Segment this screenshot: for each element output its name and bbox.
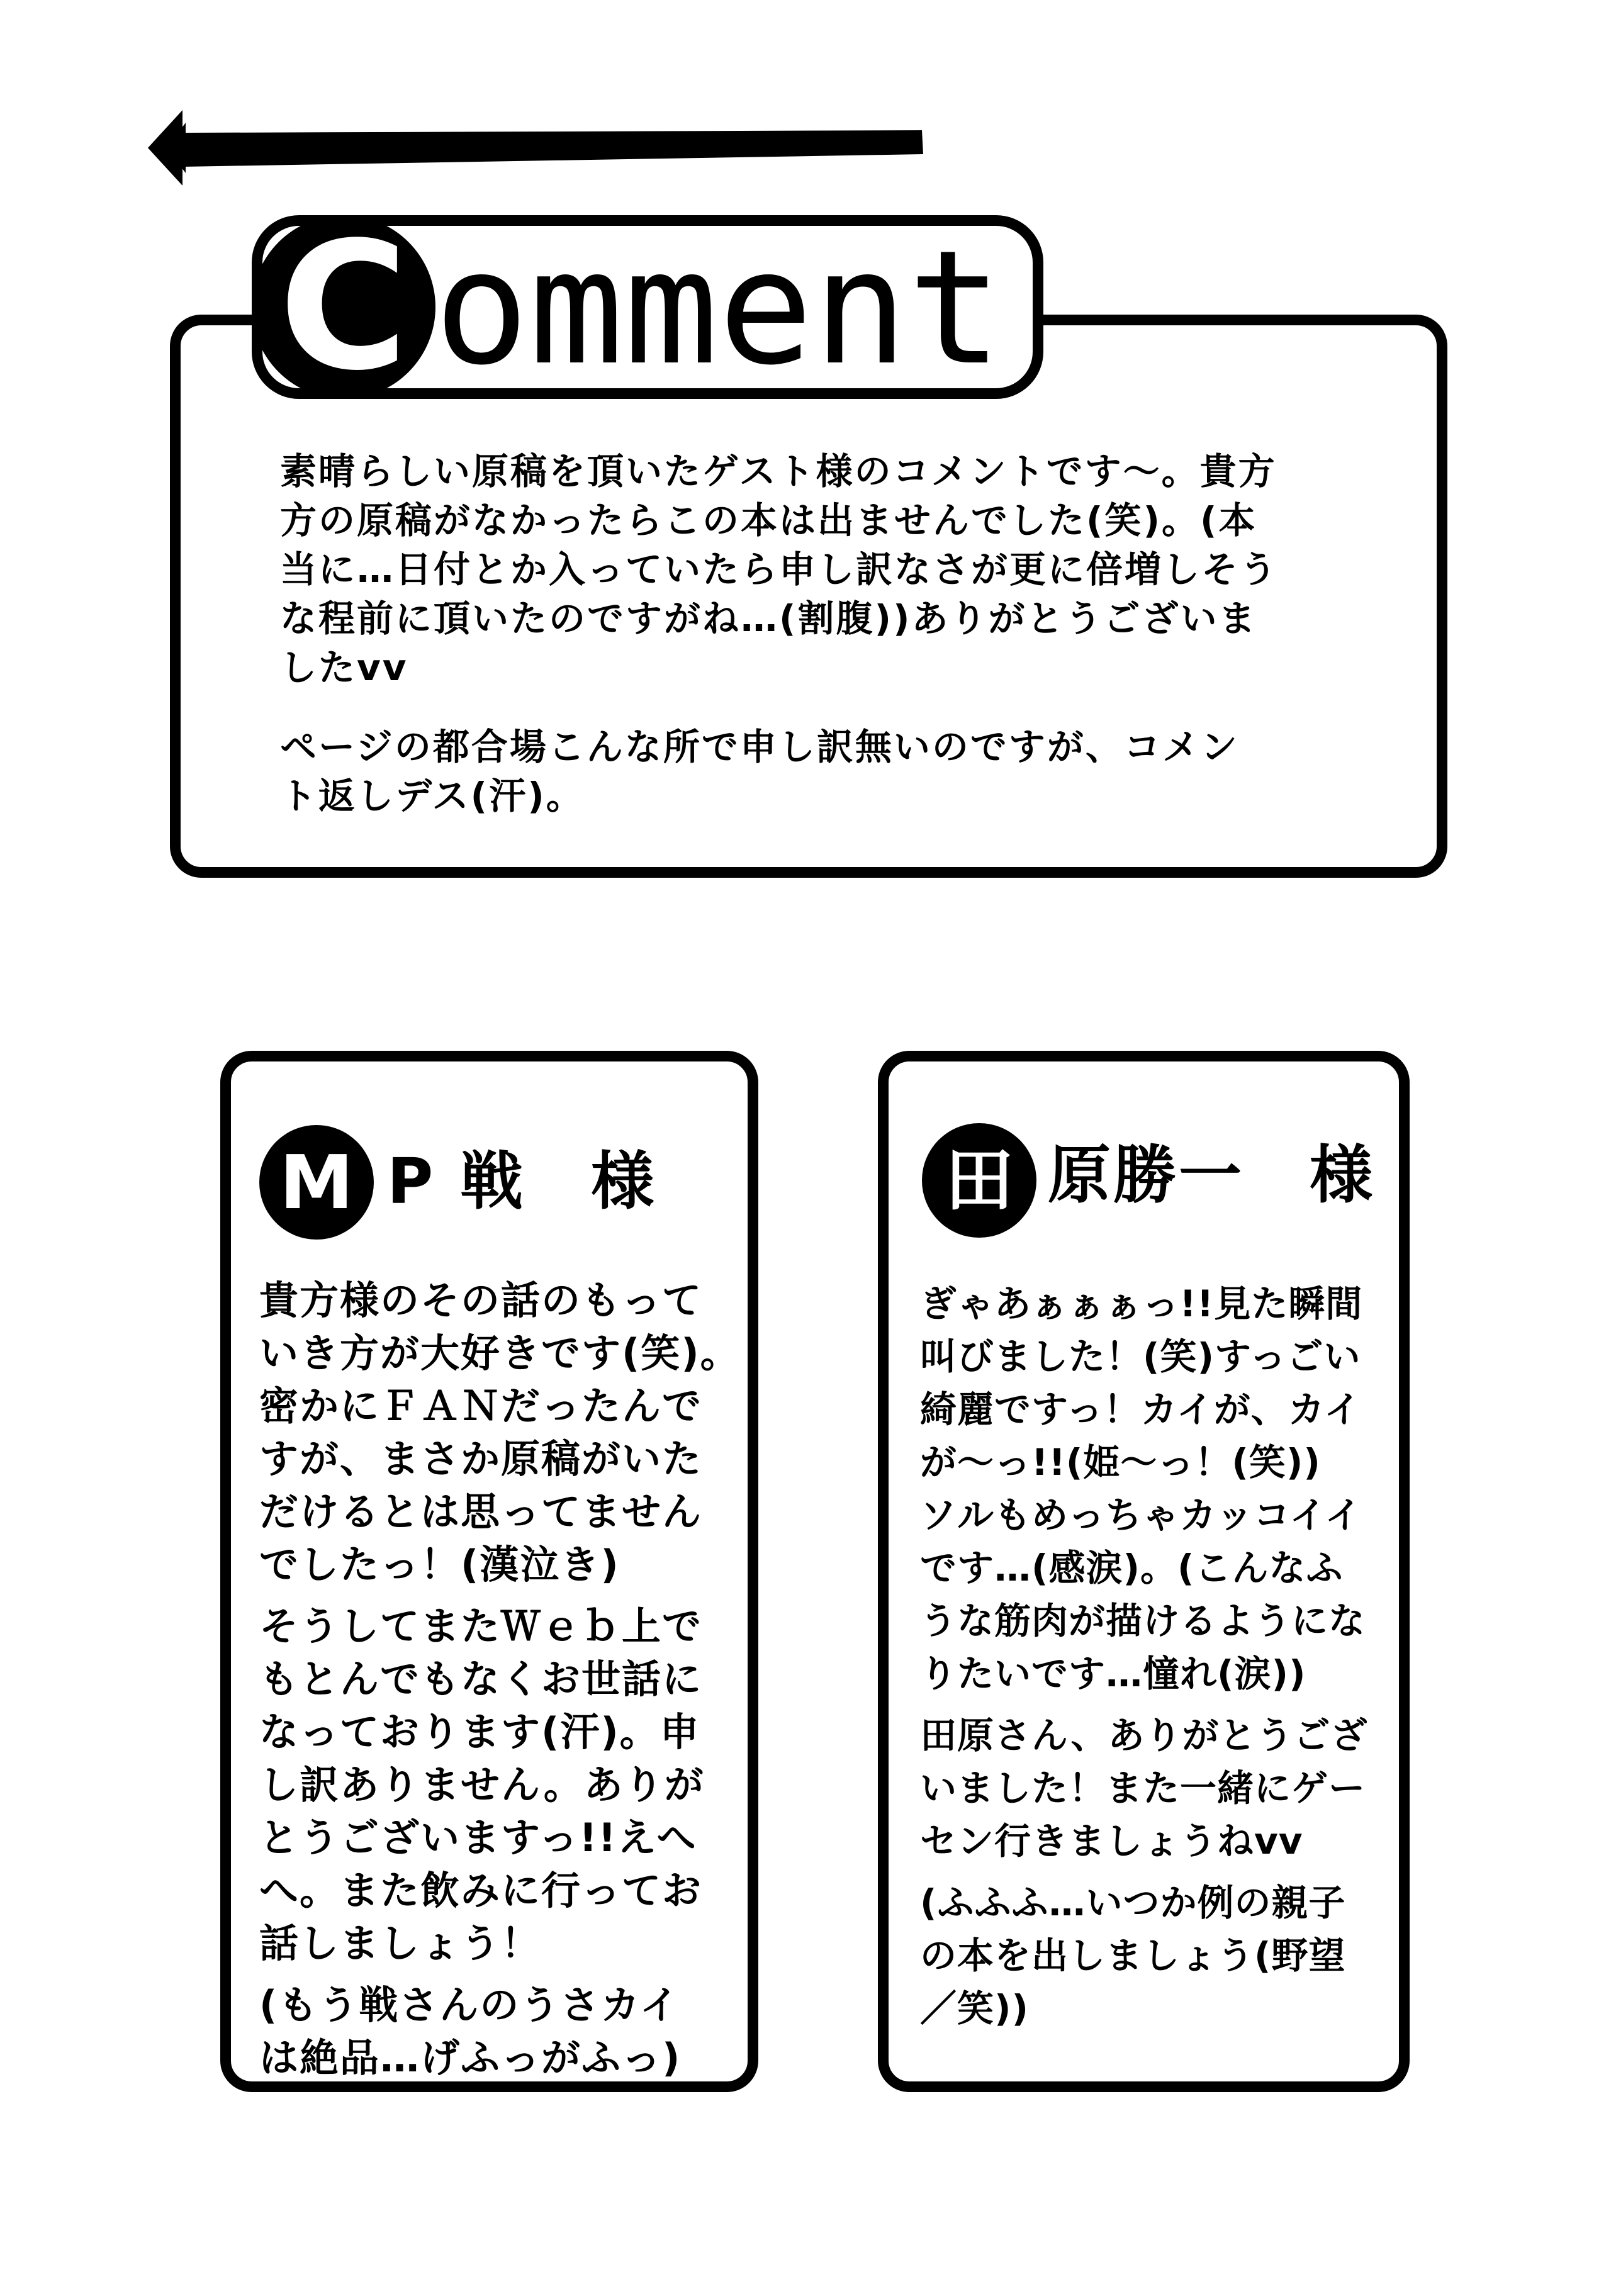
- message-paragraph: 田原さん、ありがとうござ いました！また一緒にゲー セン行きましょうねvv: [920, 1714, 1368, 1862]
- guest-initial-circle: M: [259, 1125, 374, 1240]
- guest-name: 原勝一 様: [1048, 1138, 1375, 1212]
- message-paragraph: ぎゃあぁぁぁっ!!見た瞬間 叫びました！(笑)すっごい 綺麗ですっ！カイが、カイ が〜っ!!(姫〜っ！(笑)) ソルもめっちゃカッコイイ です…(感涙)。(こんなふ うな筋肉が描けるようにな りたいです…憧れ(涙)): [920, 1282, 1366, 1695]
- page-title: omment: [434, 216, 1003, 400]
- guest-message: [259, 1274, 750, 2093]
- guest-initial-circle: 田: [922, 1123, 1036, 1238]
- intro-paragraph: ページの都合場こんな所で申し訳無いのですが、コメン ト返しデス(汗)。: [280, 725, 1239, 817]
- guest-name: P 戦 様: [387, 1145, 657, 1218]
- message-paragraph: そうしてまたＷｅｂ上で もとんでもなくお世話に なっております(汗)。申 し訳ありません。ありが とうございますっ!!えへ へ。また飲みに行ってお 話しましょう！: [259, 1603, 705, 1966]
- message-paragraph: (もう戦さんのうさカイ は絶品…げふっがふっ): [259, 1982, 682, 2081]
- message-paragraph: 貴方様のその話のもって いき方が大好きです(笑)。 密かにＦＡＮだったんで すが、まさか原稿がいた だけるとは思ってません でしたっ！(漢泣き): [259, 1277, 741, 1588]
- guest-message: [920, 1277, 1398, 2044]
- message-paragraph: (ふふふ…いつか例の親子 の本を出しましょう(野望 ／笑)): [920, 1881, 1346, 2030]
- back-arrow-icon[interactable]: [148, 110, 925, 186]
- title-initial: C: [279, 204, 408, 410]
- intro-paragraph: 素晴らしい原稿を頂いたゲスト様のコメントです〜。貴方 方の原稿がなかったらこの本は出ませんでした(笑)。(本 当に…日付とか入っていたら申し訳なさが更に倍増しそう な程前に頂いたのですがね…(割腹))ありがとうございま したvv: [280, 450, 1279, 689]
- intro-text: [280, 447, 1381, 851]
